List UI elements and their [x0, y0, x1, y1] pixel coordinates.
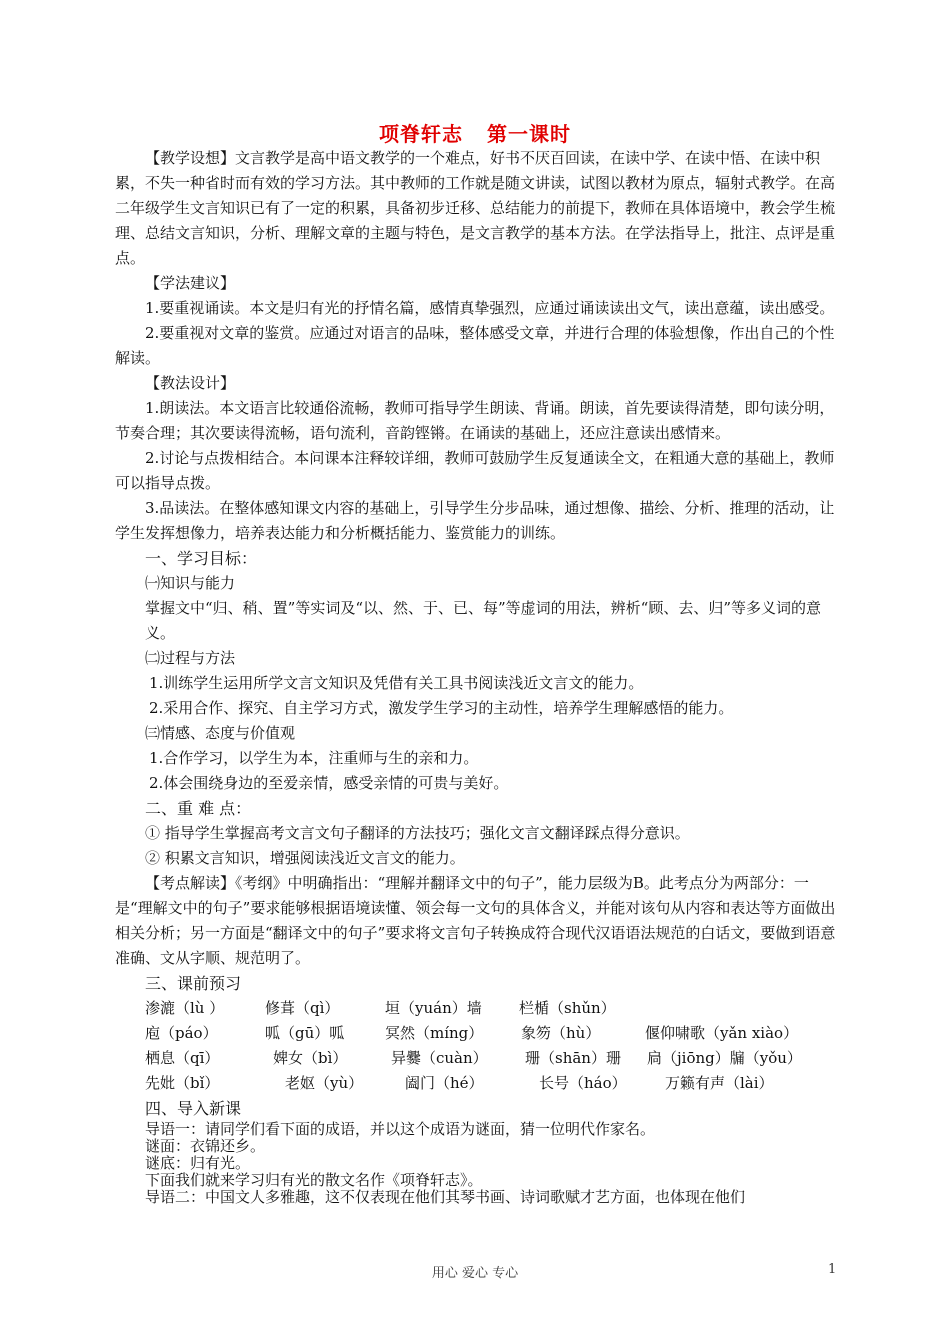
key-points-heading: 二、重 难 点：	[145, 799, 252, 818]
intro-line-1: 导语一：请同学们看下面的成语，并以这个成语为谜面，猜一位明代作家名。	[145, 1120, 656, 1138]
title-main: 项脊轩志	[379, 122, 463, 146]
pinyin-item: 珊（shān）珊	[525, 1049, 621, 1067]
intro-line-4: 下面我们就来学习归有光的散文名作《项脊轩志》。	[145, 1171, 483, 1189]
teaching-method-2: 2.讨论与点拨相结合。本问课本注释较详细，教师可鼓励学生反复通读全文，在粗通大意的基础上，教师可以指导点拨。	[115, 449, 835, 492]
page-number: 1	[828, 1262, 837, 1277]
pinyin-item: 偃仰啸歌（yǎn xiào）	[645, 1024, 799, 1042]
teaching-method-heading: 【教法设计】	[145, 374, 236, 392]
study-advice-heading: 【学法建议】	[145, 274, 236, 292]
goal-process-2: 2.采用合作、探究、自主学习方式，激发学生学习的主动性，培养学生理解感悟的能力。	[149, 699, 734, 717]
teaching-design-paragraph: 【教学设想】文言教学是高中语文教学的一个难点，好书不厌百回读，在读中学、在读中悟、在读中积累，不失一种省时而有效的学习方法。其中教师的工作就是随文讲读，试图以教材为原点，辐射式教学。在高二年级学生文言知识已有了一定的积累，具备初步迁移、总结能力的前提下，教师在具体语境中，教会学生梳理、总结文言知识，分析、理解文章的主题与特色，是文言教学的基本方法。在学法指导上，批注、点评是重点。	[115, 149, 836, 267]
goal-process-heading: ㈡过程与方法	[145, 649, 236, 667]
study-advice-2: 2.要重视对文章的鉴赏。应通过对语言的品味，整体感受文章，并进行合理的体验想像，作出自己的个性解读。	[115, 324, 835, 367]
pinyin-item: 冥然（míng）	[385, 1024, 484, 1042]
key-point-1: ① 指导学生掌握高考文言文句子翻译的方法技巧；强化文言文翻译踩点得分意识。	[145, 824, 690, 842]
goal-knowledge-text: 掌握文中“归、稍、置”等实词及“以、然、于、已、每”等虚词的用法，辨析“顾、去、归”等多义词的意义。	[145, 599, 822, 642]
intro-answer: 谜底：归有光。	[145, 1154, 251, 1172]
pinyin-row	[115, 1021, 837, 1046]
teaching-method-1: 1.朗读法。本文语言比较通俗流畅，教师可指导学生朗读、背诵。朗读，首先要读得清楚，即句读分明，节奏合理；其次要读得流畅，语句流利，音韵铿锵。在诵读的基础上，还应注意读出感情来。	[115, 399, 835, 442]
pinyin-row	[115, 996, 837, 1021]
pinyin-item: 庖（páo）	[145, 1024, 218, 1042]
preview-heading: 三、课前预习	[145, 974, 242, 993]
title-lesson: 第一课时	[487, 122, 571, 146]
pinyin-row	[115, 1046, 837, 1071]
pinyin-item: 婢女（bì）	[273, 1049, 348, 1067]
pinyin-item: 修葺（qì）	[265, 999, 340, 1017]
pinyin-item: 象笏（hù）	[521, 1024, 601, 1042]
pinyin-item: 栏楯（shǔn）	[519, 999, 616, 1017]
pinyin-row	[115, 1071, 837, 1096]
goal-emotion-heading: ㈢情感、态度与价值观	[145, 724, 296, 742]
pinyin-item: 呱（gū）呱	[265, 1024, 345, 1042]
pinyin-item: 长号（háo）	[539, 1074, 627, 1092]
pinyin-item: 扃（jiōng）牖（yǒu）	[647, 1049, 802, 1067]
pinyin-item: 阖门（hé）	[405, 1074, 484, 1092]
page-footer: 用心 爱心 专心	[431, 1266, 519, 1281]
pinyin-item: 栖息（qī）	[145, 1049, 220, 1067]
pinyin-item: 万籁有声（lài）	[665, 1074, 774, 1092]
teaching-method-3: 3.品读法。在整体感知课文内容的基础上，引导学生分步品味，通过想像、描绘、分析、推理的活动，让学生发挥想像力，培养表达能力和分析概括能力、鉴赏能力的训练。	[115, 499, 835, 542]
goal-emotion-2: 2.体会围绕身边的至爱亲情，感受亲情的可贵与美好。	[149, 774, 509, 792]
goal-emotion-1: 1.合作学习，以学生为本，注重师与生的亲和力。	[149, 749, 479, 767]
pinyin-item: 异爨（cuàn）	[391, 1049, 488, 1067]
pinyin-item: 渗漉（lù ）	[145, 999, 225, 1017]
study-advice-1: 1.要重视诵读。本文是归有光的抒情名篇，感情真挚强烈，应通过诵读读出文气，读出意蕴，读出感受。	[145, 299, 835, 317]
pinyin-item: 老妪（yù）	[285, 1074, 364, 1092]
exam-point-paragraph: 【考点解读】《考纲》中明确指出：“理解并翻译文中的句子”，能力层级为B。此考点分为两部分：一是“理解文中的句子”要求能够根据语境读懂、领会每一文句的具体含义，并能对该句从内容和表达等方面做出相关分析；另一方面是“翻译文中的句子”要求将文言句子转换成符合现代汉语语法规范的白话文，要做到语意准确、文从字顺、规范明了。	[115, 874, 836, 967]
document-body	[115, 146, 837, 1206]
document-title	[0, 118, 950, 147]
intro-line-5: 导语二：中国文人多雅趣，这不仅表现在他们其琴书画、诗词歌赋才艺方面，也体现在他们	[145, 1188, 746, 1206]
goal-process-1: 1.训练学生运用所学文言文知识及凭借有关工具书阅读浅近文言文的能力。	[149, 674, 644, 692]
pinyin-item: 垣（yuán）墙	[385, 999, 482, 1017]
goal-knowledge-heading: ㈠知识与能力	[145, 574, 236, 592]
pinyin-item: 先妣（bǐ）	[145, 1074, 220, 1092]
intro-riddle: 谜面：衣锦还乡。	[145, 1137, 266, 1155]
learning-goals-heading: 一、学习目标：	[145, 549, 258, 568]
intro-heading: 四、导入新课	[145, 1099, 242, 1118]
key-point-2: ② 积累文言知识，增强阅读浅近文言文的能力。	[145, 849, 465, 867]
